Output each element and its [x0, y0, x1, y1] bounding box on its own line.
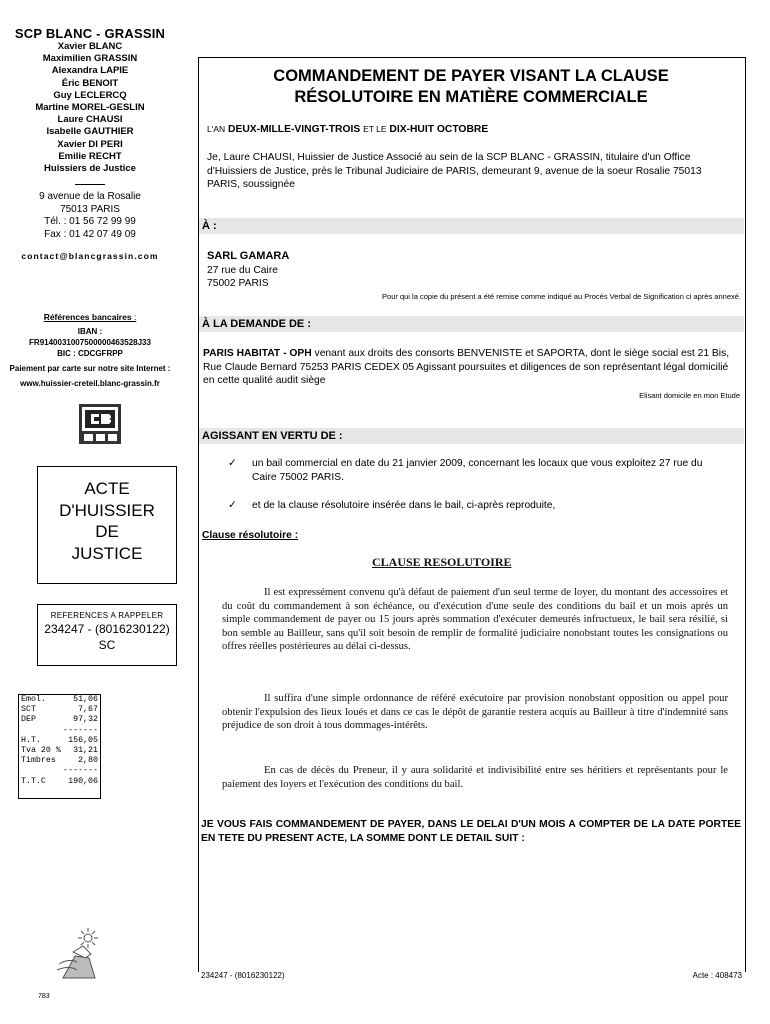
website-link[interactable]: www.huissier-creteil.blanc-grassin.fr	[20, 379, 160, 388]
date-connector: ET LE	[363, 124, 387, 134]
references-heading: REFERENCES A RAPPELER	[50, 611, 164, 620]
firm-header	[0, 26, 180, 261]
fee-row	[21, 705, 98, 715]
person: Martine MOREL-GESLIN	[35, 102, 145, 114]
person: Xavier DI PERI	[57, 138, 123, 150]
person: Guy LECLERCQ	[53, 89, 127, 101]
clause-heading: CLAUSE RESOLUTOIRE	[372, 555, 512, 569]
huissier-statement: Je, Laure CHAUSI, Huissier de Justice Associé au sein de la SCP BLANC - GRASSIN, titulaire d'un Office d'Huissiers de Justice, près le Tribunal Judiciaire de PARIS, demeurant 9, avenue de la soeur Rosalie 75013 PARIS, soussignée	[207, 152, 702, 190]
footer-acte-number: Acte : 408473	[692, 971, 742, 980]
clause-label: Clause résolutoire :	[202, 530, 299, 541]
recipient-block	[207, 250, 507, 291]
fee-value: 97,32	[73, 715, 98, 725]
references-box	[37, 604, 177, 666]
clause-paragraph: Il est expressément convenu qu'à défaut de paiement d'un seul terme de loyer, du montant des accessoires et du coût du commandement à son échéance, ou d'exécution d'une seule des conditions du bail et un mois après un simple commandement de payer ou 15 jours après sommation d'exécuter demeurés infructueux, le bail sera résilié, si bon semble au Bailleur, sans qu'il soit besoin de remplir de formalité judiciaire nonobstant toutes les consignations ou offres réelles postérieures au délai ci-dessus.	[222, 587, 728, 653]
person: Maximilien GRASSIN	[42, 53, 138, 65]
justice-emblem-icon	[53, 924, 108, 982]
check-icon: ✓	[228, 458, 237, 469]
fee-separator: -------	[63, 725, 98, 735]
page-code: 783	[38, 993, 50, 1000]
person: Alexandra LAPIE	[51, 65, 129, 77]
fee-value: 190,06	[68, 776, 98, 786]
clause-paragraph: En cas de décès du Preneur, il y aura solidarité et indivisibilité entre ses héritiers et représentants pour le paiement des loyers et l'exécution des conditions du bail.	[222, 765, 728, 790]
fee-value: 7,67	[78, 705, 98, 715]
fee-label: SCT	[21, 705, 36, 715]
clause-paragraph: Il suffira d'une simple ordonnance de référé exécutoire par provision nonobstant opposition ou appel pour obtenir l'expulsion des lieux loués et dans ce cas le dépôt de garantie restera acquis au Bailleur à titre d'indemnité sans préjudice de son droit à tous dommages-intérêts.	[222, 693, 728, 732]
bank-references	[0, 312, 180, 389]
acte-line: ACTE	[84, 479, 130, 498]
domicile-note: Elisant domicile en mon Etude	[639, 391, 740, 400]
person: Emilie RECHT	[58, 150, 122, 162]
footer-reference: 234247 - (8016230122)	[201, 971, 285, 980]
person: Laure CHAUSI	[57, 114, 123, 126]
firm-address	[0, 191, 180, 241]
date-day: DIX-HUIT OCTOBRE	[389, 124, 489, 135]
reference-number: 234247 - (8016230122)	[44, 622, 170, 636]
card-payment-note: Paiement par carte sur notre site Internet :	[9, 364, 171, 373]
fee-row	[21, 746, 98, 756]
acte-huissier-box	[37, 466, 177, 584]
fee-label: DEP	[21, 715, 36, 725]
firm-profession: Huissiers de Justice	[44, 163, 136, 175]
demandeur-block	[203, 347, 741, 388]
fees-table	[18, 694, 101, 799]
person: Éric BENOIT	[61, 77, 119, 89]
date-prefix: L'AN	[207, 124, 226, 134]
fee-value: 2,80	[78, 756, 98, 766]
fee-value: 31,21	[73, 746, 98, 756]
fee-label: T.T.C	[21, 776, 46, 786]
fee-row	[21, 777, 98, 787]
vertu-item-text: un bail commercial en date du 21 janvier 2009, concernant les locaux que vous exploitez 27 rue du Caire 75002 PARIS.	[252, 458, 703, 483]
vertu-item	[228, 499, 728, 513]
check-icon: ✓	[228, 500, 237, 511]
date-line	[207, 123, 737, 137]
fee-row	[21, 715, 98, 725]
reference-initials: SC	[98, 638, 116, 652]
fee-label: Timbres	[21, 756, 56, 766]
fee-row	[21, 695, 98, 705]
bank-title-colon: :	[131, 312, 137, 322]
section-vertu: AGISSANT EN VERTU DE :	[199, 428, 744, 444]
acte-line: D'HUISSIER	[59, 500, 155, 520]
fee-value: 51,06	[73, 695, 98, 704]
section-demandeur: À LA DEMANDE DE :	[199, 316, 744, 332]
date-year: DEUX-MILLE-VINGT-TROIS	[228, 124, 361, 135]
demandeur-text: venant aux droits des consorts BENVENISTE et SAPORTA, dont le siège social est 21 Bis, Rue Claude Bernard 75253 PARIS CEDEX 05 Agissant poursuites et diligences de son représentant légal domicilié en cette qualité audit siège	[203, 348, 730, 386]
copy-note: Pour qui la copie du présent a été remise comme indiqué au Procès Verbal de Signification ci après annexé.	[382, 292, 741, 301]
vertu-item-text: et de la clause résolutoire insérée dans le bail, ci-après reproduite,	[252, 500, 556, 511]
fee-separator: -------	[63, 766, 98, 776]
iban-value: FR9140031007500000463528J33	[29, 338, 151, 347]
firm-email: contact@blancgrassin.com	[21, 250, 159, 261]
fee-label: Tva 20 %	[21, 746, 61, 756]
title-line: RÉSOLUTOIRE EN MATIÈRE COMMERCIALE	[294, 88, 648, 106]
bic: BIC : CDCGFRPP	[57, 349, 123, 358]
recipient-city: 75002 PARIS	[207, 278, 269, 289]
vertu-item	[228, 457, 728, 484]
recipient-name: SARL GAMARA	[207, 250, 290, 262]
person: Isabelle GAUTHIER	[46, 126, 134, 138]
recipient-address: 27 rue du Caire	[207, 264, 278, 276]
document-title	[198, 66, 744, 108]
fee-label: Emol.	[21, 695, 46, 704]
bank-title: Références bancaires	[43, 312, 132, 322]
payment-command: JE VOUS FAIS COMMANDEMENT DE PAYER, DANS LE DELAI D'UN MOIS A COMPTER DE LA DATE PORTEE EN TETE DU PRESENT ACTE, LA SOMME DONT LE DETAIL SUIT :	[201, 819, 741, 844]
address-line: 9 avenue de la Rosalie	[39, 191, 141, 203]
address-line: 75013 PARIS	[60, 203, 120, 215]
demandeur-name: PARIS HABITAT - OPH	[203, 348, 312, 359]
acte-line: DE	[95, 522, 119, 541]
person: Xavier BLANC	[57, 41, 123, 52]
section-recipient: À :	[199, 218, 744, 234]
fee-row	[21, 736, 98, 746]
iban-label: IBAN :	[77, 327, 103, 336]
firm-people	[0, 41, 180, 175]
phone: Tél. : 01 56 72 99 99	[44, 216, 136, 228]
fee-label: H.T.	[21, 735, 41, 745]
fax: Fax : 01 42 07 49 09	[44, 229, 136, 241]
firm-name: SCP BLANC - GRASSIN	[14, 26, 166, 41]
acte-line: JUSTICE	[71, 543, 143, 563]
fee-value: 156,05	[68, 735, 98, 745]
cb-card-logo-icon	[79, 404, 121, 444]
fee-row	[21, 756, 98, 766]
divider	[75, 184, 105, 185]
title-line: COMMANDEMENT DE PAYER VISANT LA CLAUSE	[273, 67, 669, 85]
